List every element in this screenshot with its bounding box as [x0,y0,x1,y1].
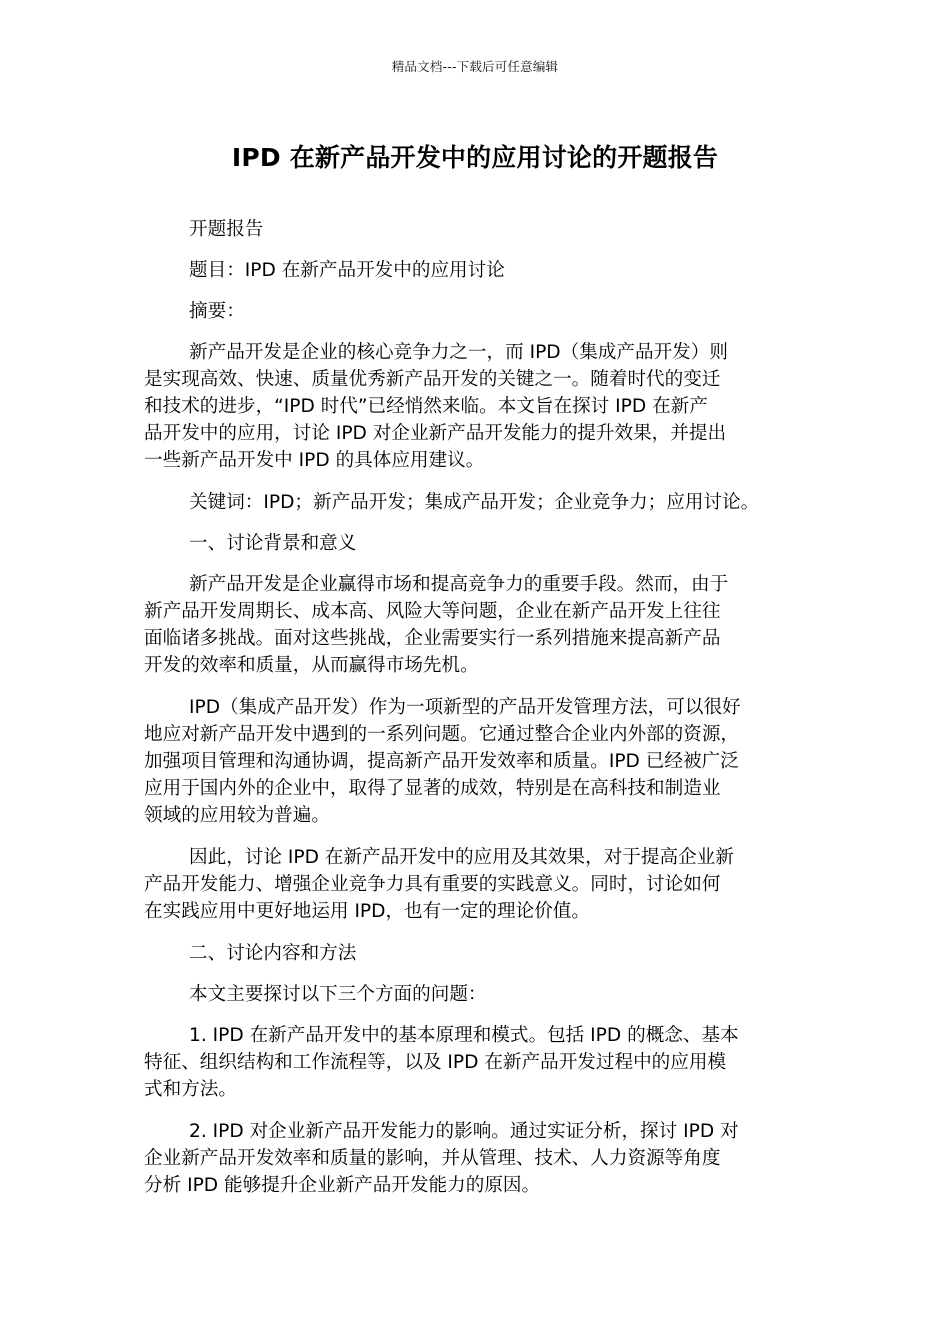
topic-line: 题目：IPD 在新产品开发中的应用讨论 [189,260,505,281]
abstract-heading: 摘要： [189,301,245,322]
keywords-line: 关键词：IPD；新产品开发；集成产品开发；企业竞争力；应用讨论。 [189,492,760,513]
section-heading-background: 一、讨论背景和意义 [189,533,357,554]
content-item-2: 2. IPD 对企业新产品开发能力的影响。通过实证分析，探讨 IPD 对 企业新产品开发效率和质量的影响，并从管理、技术、人力资源等角度 分析 IPD 能够提升企业新产品开发能力的原因。 [144,1121,739,1196]
document-title: IPD 在新产品开发中的应用讨论的开题报告 [231,143,719,172]
background-paragraph-2: IPD（集成产品开发）作为一项新型的产品开发管理方法，可以很好 地应对新产品开发中遇到的一系列问题。它通过整合企业内外部的资源， 加强项目管理和沟通协调，提高新产品开发效率和质量。IPD 已经被广泛 应用于国内外的企业中，取得了显著的成效，特别是在高科技和制造业 领域的应用较为普遍。 [144,697,741,826]
content-intro: 本文主要探讨以下三个方面的问题： [189,984,487,1005]
background-paragraph-3: 因此，讨论 IPD 在新产品开发中的应用及其效果，对于提高企业新 产品开发能力、增强企业竞争力具有重要的实践意义。同时，讨论如何 在实践应用中更好地运用 IPD，也有一定的理论价值。 [144,847,734,922]
header-note: 精品文档---下载后可任意编辑 [391,59,559,74]
section-heading-content: 二、讨论内容和方法 [189,943,357,964]
report-label: 开题报告 [189,219,264,240]
background-paragraph-1: 新产品开发是企业赢得市场和提高竞争力的重要手段。然而，由于 新产品开发周期长、成本高、风险大等问题，企业在新产品开发上往往 面临诸多挑战。面对这些挑战，企业需要实行一系列措施来提高新产品 开发的效率和质量，从而赢得市场先机。 [144,574,729,676]
content-item-1: 1. IPD 在新产品开发中的基本原理和模式。包括 IPD 的概念、基本 特征、组织结构和工作流程等，以及 IPD 在新产品开发过程中的应用模 式和方法。 [144,1025,739,1100]
abstract-paragraph: 新产品开发是企业的核心竞争力之一，而 IPD（集成产品开发）则 是实现高效、快速、质量优秀新产品开发的关键之一。随着时代的变迁 和技术的进步，“IPD 时代”已经悄然来临。本文旨在探讨 IPD 在新产 品开发中的应用，讨论 IPD 对企业新产品开发能力的提升效果，并提出 一些新产品开发中 IPD 的具体应用建议。 [144,342,728,471]
document-body [144,216,816,1214]
